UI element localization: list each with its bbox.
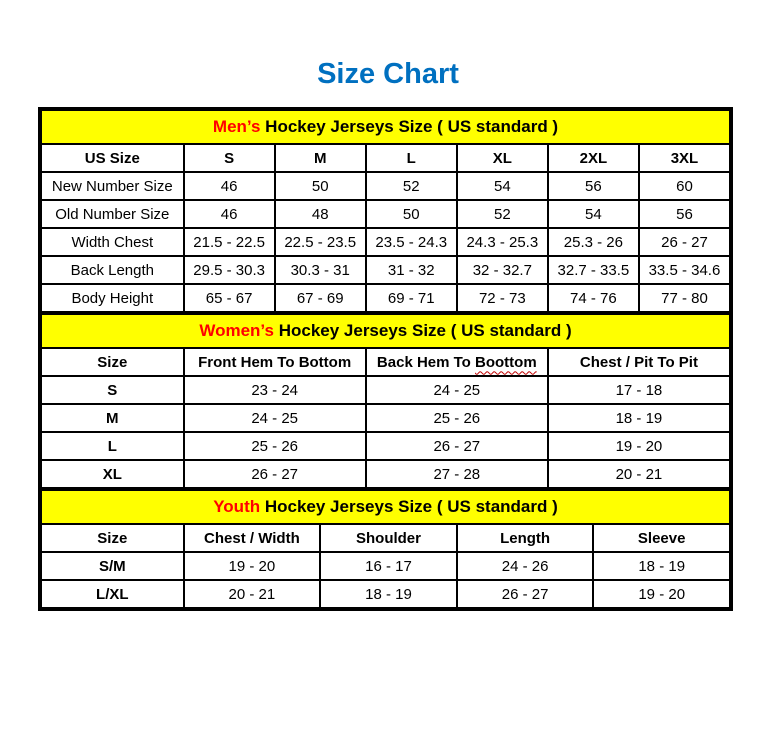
mens-row-label: Width Chest [41,228,184,256]
mens-column-header [184,144,275,172]
size-chart [38,107,733,611]
mens-column-header-label: M [313,149,327,167]
womens-column-header-label: Back Hem To [376,353,476,371]
mens-value-cell: 74 - 76 [548,284,639,312]
page-title: Size Chart [317,58,459,90]
mens-value-cell: 60 [639,172,730,200]
youth-value-cell: 18 - 19 [320,580,457,608]
mens-column-header-label: XL [492,149,512,167]
womens-title-accent: Women’s [199,321,274,340]
youth-column-header-label: Chest / Width [204,529,300,547]
youth-value-cell: 26 - 27 [457,580,594,608]
mens-row-label: Back Length [41,256,184,284]
womens-table-row [41,432,730,460]
mens-value-cell: 65 - 67 [184,284,275,312]
womens-row-label: M [41,404,184,432]
mens-column-header [275,144,366,172]
womens-column-header-misspelled-word: Boottom [475,353,537,371]
mens-value-cell: 56 [639,200,730,228]
womens-table-row [41,404,730,432]
womens-section-title [41,314,730,348]
youth-column-header [457,524,594,552]
womens-value-cell: 24 - 25 [184,404,366,432]
mens-value-cell: 23.5 - 24.3 [366,228,457,256]
mens-value-cell: 72 - 73 [457,284,548,312]
youth-value-cell: 24 - 26 [457,552,594,580]
mens-section-title [41,110,730,144]
womens-value-cell: 20 - 21 [548,460,730,488]
mens-column-header-label: 3XL [670,149,699,167]
mens-value-cell: 48 [275,200,366,228]
youth-column-header-label: Sleeve [637,529,686,547]
mens-value-cell: 67 - 69 [275,284,366,312]
youth-column-header [184,524,321,552]
womens-table-row [41,376,730,404]
mens-column-header-label: 2XL [579,149,608,167]
youth-row-label: S/M [41,552,184,580]
youth-value-cell: 19 - 20 [593,580,730,608]
womens-value-cell: 18 - 19 [548,404,730,432]
youth-title-rest: Hockey Jerseys Size ( US standard ) [260,497,558,516]
mens-row-label: Body Height [41,284,184,312]
youth-column-header [41,524,184,552]
mens-row-label: New Number Size [41,172,184,200]
mens-value-cell: 21.5 - 22.5 [184,228,275,256]
youth-title-accent: Youth [213,497,261,516]
womens-column-header-label: Chest / Pit To Pit [579,353,698,371]
youth-column-header-label: Size [97,529,128,547]
youth-value-cell: 16 - 17 [320,552,457,580]
womens-table-row [41,460,730,488]
mens-value-cell: 77 - 80 [639,284,730,312]
mens-table-row [41,256,730,284]
womens-column-header [366,348,548,376]
mens-table-row [41,172,730,200]
mens-table-row [41,284,730,312]
youth-value-cell: 18 - 19 [593,552,730,580]
youth-column-header [320,524,457,552]
mens-value-cell: 50 [366,200,457,228]
mens-column-header [639,144,730,172]
womens-column-header [548,348,730,376]
youth-table-row [41,580,730,608]
mens-table-row [41,228,730,256]
mens-value-cell: 24.3 - 25.3 [457,228,548,256]
mens-value-cell: 69 - 71 [366,284,457,312]
womens-title-rest: Hockey Jerseys Size ( US standard ) [273,321,572,340]
mens-value-cell: 32.7 - 33.5 [548,256,639,284]
womens-row-label: L [41,432,184,460]
mens-value-cell: 33.5 - 34.6 [639,256,730,284]
mens-column-header-label: L [406,149,416,167]
mens-column-header [548,144,639,172]
youth-column-header-label: Length [500,529,551,547]
womens-column-header [184,348,366,376]
mens-value-cell: 46 [184,172,275,200]
youth-value-cell: 20 - 21 [184,580,321,608]
mens-value-cell: 52 [457,200,548,228]
womens-value-cell: 19 - 20 [548,432,730,460]
youth-size-table [40,489,731,609]
womens-value-cell: 25 - 26 [184,432,366,460]
mens-size-table [40,109,731,313]
youth-column-header-label: Shoulder [355,529,421,547]
mens-value-cell: 46 [184,200,275,228]
mens-value-cell: 30.3 - 31 [275,256,366,284]
mens-value-cell: 29.5 - 30.3 [184,256,275,284]
womens-value-cell: 23 - 24 [184,376,366,404]
womens-column-header-label: Front Hem To Bottom [198,353,352,371]
mens-value-cell: 54 [457,172,548,200]
mens-value-cell: 22.5 - 23.5 [275,228,366,256]
womens-column-header [41,348,184,376]
mens-value-cell: 26 - 27 [639,228,730,256]
womens-value-cell: 27 - 28 [366,460,548,488]
mens-value-cell: 31 - 32 [366,256,457,284]
youth-column-header [593,524,730,552]
mens-table-row [41,200,730,228]
youth-section-title [41,490,730,524]
womens-column-header-label: Size [97,353,128,371]
youth-row-label: L/XL [41,580,184,608]
womens-size-table [40,313,731,489]
mens-title-accent: Men’s [212,117,261,136]
youth-value-cell: 19 - 20 [184,552,321,580]
mens-value-cell: 32 - 32.7 [457,256,548,284]
womens-row-label: XL [41,460,184,488]
mens-row-label: Old Number Size [41,200,184,228]
mens-column-header [366,144,457,172]
mens-value-cell: 54 [548,200,639,228]
mens-column-header [41,144,184,172]
mens-value-cell: 52 [366,172,457,200]
womens-value-cell: 26 - 27 [366,432,548,460]
mens-value-cell: 25.3 - 26 [548,228,639,256]
mens-column-header [457,144,548,172]
mens-title-rest: Hockey Jerseys Size ( US standard ) [260,117,559,136]
mens-column-header-label: US Size [84,149,140,167]
womens-value-cell: 25 - 26 [366,404,548,432]
mens-column-header-label: S [224,149,235,167]
womens-value-cell: 17 - 18 [548,376,730,404]
youth-table-row [41,552,730,580]
womens-value-cell: 24 - 25 [366,376,548,404]
mens-value-cell: 56 [548,172,639,200]
mens-value-cell: 50 [275,172,366,200]
womens-row-label: S [41,376,184,404]
womens-value-cell: 26 - 27 [184,460,366,488]
